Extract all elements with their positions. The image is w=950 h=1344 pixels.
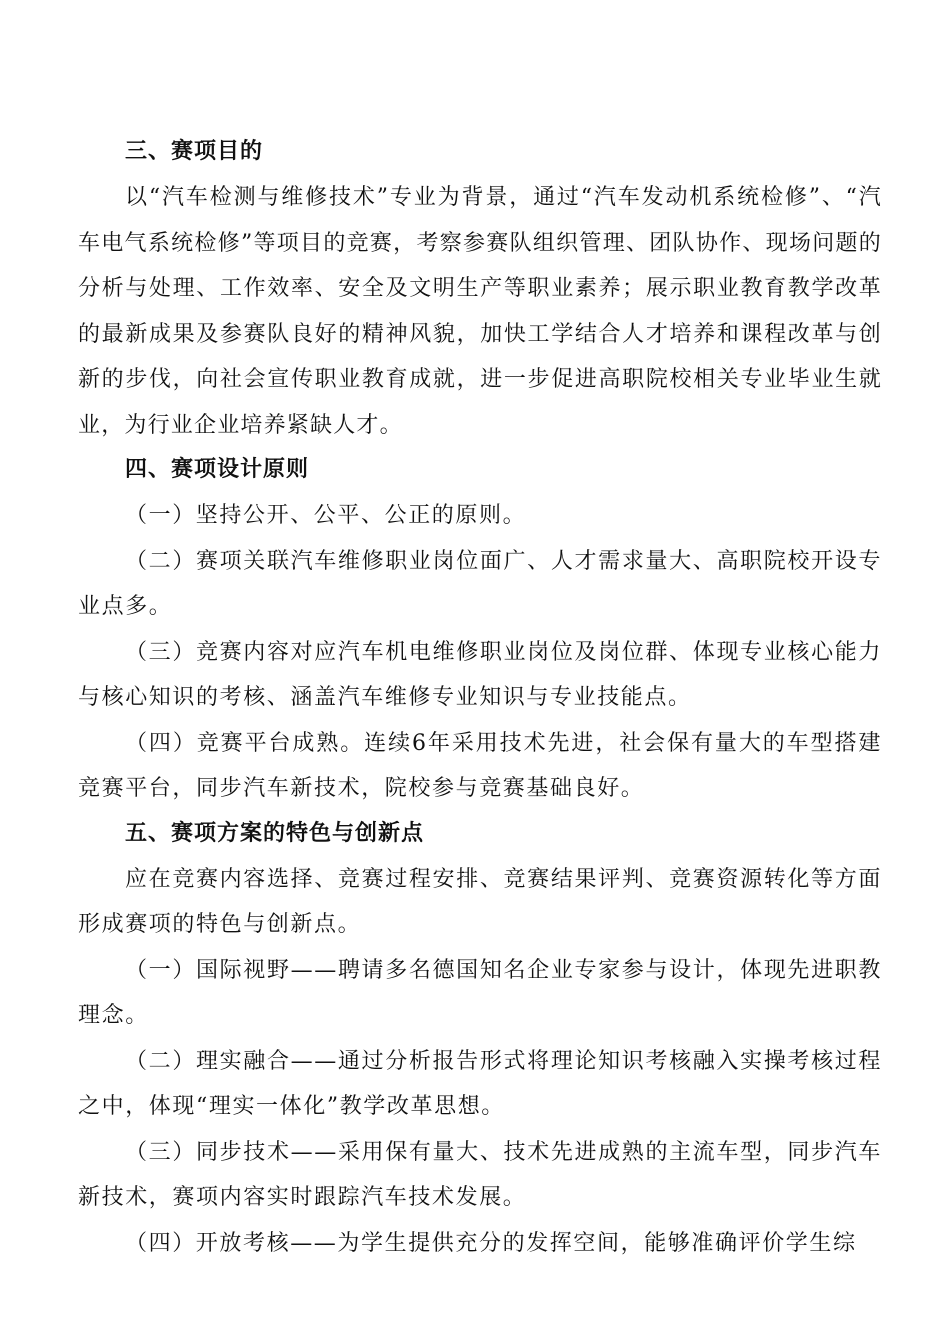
paragraph-feature-4: （四）开放考核——为学生提供充分的发挥空间，能够准确评价学生综 — [125, 1230, 857, 1256]
section-heading-features-innovations: 五、赛项方案的特色与创新点 — [125, 820, 425, 846]
paragraph-feature-1: （一）国际视野——聘请多名德国知名企业专家参与设计，体现先进职教理念。 — [78, 957, 882, 1028]
paragraph-features-intro: 应在竞赛内容选择、竞赛过程安排、竞赛结果评判、竞赛资源转化等方面形成赛项的特色与创新点。 — [78, 866, 882, 937]
paragraph-principle-3: （三）竞赛内容对应汽车机电维修职业岗位及岗位群、体现专业核心能力与核心知识的考核、涵盖汽车维修专业知识与专业技能点。 — [78, 639, 882, 710]
paragraph-principle-1: （一）坚持公开、公平、公正的原则。 — [125, 503, 527, 528]
paragraph-feature-3: （三）同步技术——采用保有量大、技术先进成熟的主流车型，同步汽车新技术，赛项内容实时跟踪汽车技术发展。 — [78, 1139, 882, 1210]
paragraph-principle-4: （四）竞赛平台成熟。连续6年采用技术先进，社会保有量大的车型搭建竞赛平台，同步汽车新技术，院校参与竞赛基础良好。 — [78, 730, 882, 801]
section-heading-design-principles: 四、赛项设计原则 — [125, 457, 310, 482]
document-page — [78, 132, 882, 1266]
paragraph-feature-2: （二）理实融合——通过分析报告形式将理论知识考核融入实操考核过程之中，体现“理实一体化”教学改革思想。 — [78, 1048, 882, 1119]
paragraph-principle-2: （二）赛项关联汽车维修职业岗位面广、人才需求量大、高职院校开设专业点多。 — [78, 548, 882, 619]
section-heading-purpose: 三、赛项目的 — [125, 139, 264, 164]
paragraph-purpose: 以“汽车检测与维修技术”专业为背景，通过“汽车发动机系统检修”、“汽车电气系统检修”等项目的竞赛，考察参赛队组织管理、团队协作、现场问题的分析与处理、工作效率、安全及文明生产等职业素养；展示职业教育教学改革的最新成果及参赛队良好的精神风貌，加快工学结合人才培养和课程改革与创新的步伐，向社会宣传职业教育成就，进一步促进高职院校相关专业毕业生就业，为行业企业培养紧缺人才。 — [78, 185, 882, 438]
